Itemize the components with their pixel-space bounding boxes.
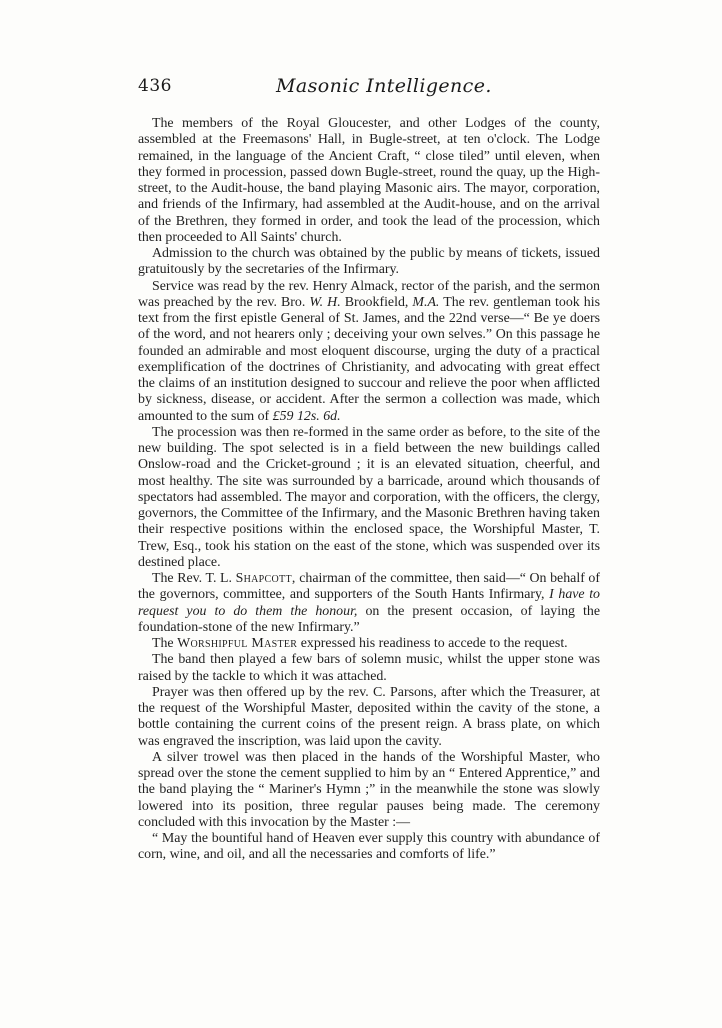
master-reply-b: expressed his readiness to accede to the request. — [300, 636, 568, 651]
service-text-b: The rev. gentleman took his text from the first epistle General of St. James, and the 22nd verse—“ Be ye doers of the word, and not hearers only ; deceiving your own selves.” On this passage he founded an admirable and most eloquent discourse, urging the duty of a practical exemplification of the doctrines of Christianity, and advocating with great effect the claims of an institution designed to succour and relieve the poor when afflicted by sickness, disease, or accident. After the sermon a collection was made, which amounted to the sum of — [138, 294, 600, 424]
paragraph-invocation: “ May the bountiful hand of Heaven ever supply this country with abundance of corn, wine, and oil, and all the necessaries and comforts of life.” — [138, 831, 600, 863]
paragraph-master-reply — [138, 636, 600, 652]
paragraph-band-music: The band then played a few bars of solemn music, whilst the upper stone was raised by the tackle to which it was attached. — [138, 652, 600, 684]
chairman-intro: The Rev. T. L. — [152, 571, 232, 586]
chairman-speech-italic: I have to request you to do them the honour, — [138, 587, 600, 619]
paragraph-lodges-assemble: The members of the Royal Gloucester, and other Lodges of the county, assembled at the Freemasons' Hall, in Bugle-street, at ten o'clock. The Lodge remained, in the language of the Ancient Craft, “ close tiled” until eleven, when they formed in procession, passed down Bugle-street, round the quay, up the High-street, to the Audit-house, the band playing Masonic airs. The mayor, corporation, and friends of the Infirmary, had assembled at the Audit-house, and on the arrival of the Brethren, they formed in order, and took the lead of the procession, which then proceeded to All Saints' church. — [138, 116, 600, 245]
master-reply-a: The — [152, 636, 174, 651]
article-body — [138, 116, 600, 864]
paragraph-service — [138, 279, 600, 425]
chairman-speech-a: chairman of the committee, then said—“ On behalf of the governors, committee, and supporters of the South Hants Infirmary, — [138, 571, 600, 603]
worshipful-master-title: Worshipful Master — [177, 636, 298, 651]
preacher-surname: Brookfield, — [344, 294, 409, 310]
page-header — [138, 76, 600, 104]
page-number: 436 — [138, 76, 172, 96]
paragraph-admission: Admission to the church was obtained by the public by means of tickets, issued gratuitously by the secretaries of the Infirmary. — [138, 246, 600, 278]
paragraph-trowel: A silver trowel was then placed in the hands of the Worshipful Master, who spread over the stone the cement supplied to him by an “ Entered Apprentice,” and the band playing the “ Mariner's Hymn ;” in the meanwhile the stone was slowly lowered into its position, three regular pauses being made. The ceremony concluded with this invocation by the Master :— — [138, 749, 600, 830]
chairman-speech-b: on the present occasion, of laying the foundation-stone of the new Infirmary.” — [138, 603, 600, 635]
collection-sum: £59 12s. 6d. — [272, 408, 341, 424]
paragraph-chairman-speech — [138, 571, 600, 636]
chairman-name: Shapcott, — [235, 571, 296, 586]
running-head: Masonic Intelligence. — [276, 75, 492, 97]
service-text-a: Service was read by the rev. Henry Almack, rector of the parish, and the sermon was preached by the rev. Bro. — [138, 278, 600, 310]
paragraph-procession: The procession was then re-formed in the same order as before, to the site of the new building. The spot selected is in a field between the new buildings called Onslow-road and the Cricket-ground ; it is an elevated situation, cheerful, and most healthy. The site was surrounded by a barricade, around which thousands of spectators had assembled. The mayor and corporation, with the officers, the clergy, governors, the Committee of the Infirmary, and the Masonic Brethren having taken their respective positions within the enclosed space, the Worshipful Master, T. Trew, Esq., took his station on the east of the stone, which was suspended over its destined place. — [138, 424, 600, 570]
preacher-initials: W. H. — [309, 294, 341, 310]
preacher-degree: M.A. — [412, 294, 440, 310]
paragraph-prayer: Prayer was then offered up by the rev. C. Parsons, after which the Treasurer, at the request of the Worshipful Master, deposited within the cavity of the stone, a bottle containing the current coins of the present reign. A brass plate, on which was engraved the inscription, was laid upon the cavity. — [138, 684, 600, 749]
